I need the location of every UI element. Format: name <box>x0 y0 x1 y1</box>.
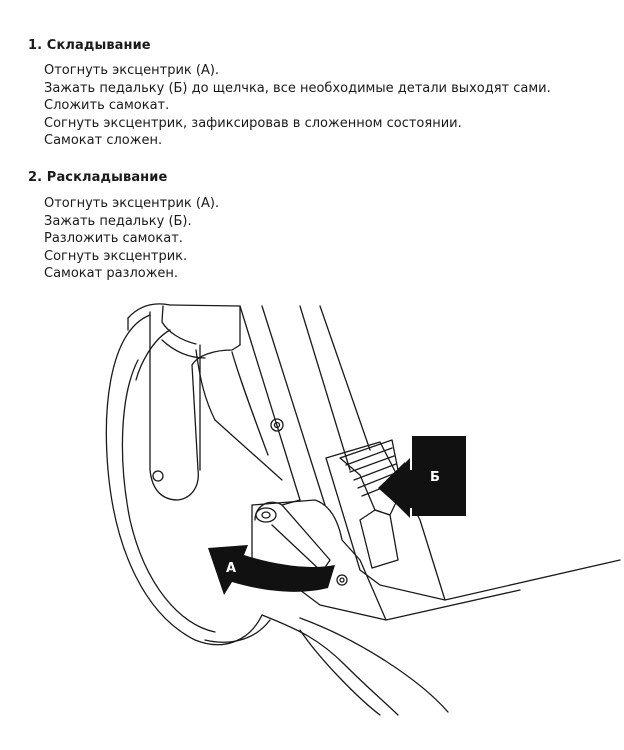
steering-stem <box>196 306 370 505</box>
step-item: Сложить самокат. <box>44 98 170 114</box>
step-item: Отогнуть эксцентрик (А). <box>44 196 220 211</box>
section-heading: 2. Раскладывание <box>28 170 168 185</box>
front-wheel <box>106 315 270 645</box>
step-item: Согнуть эксцентрик, зафиксировав в сложенном состоянии. <box>44 115 462 131</box>
arrow-b-label: Б <box>430 470 440 485</box>
fork <box>128 304 240 500</box>
arrow-a <box>208 545 335 595</box>
step-item: Зажать педальку (Б). <box>44 213 192 229</box>
step-item: Самокат разложен. <box>44 266 179 282</box>
step-item: Согнуть эксцентрик. <box>44 248 188 264</box>
section-heading: 1. Складывание <box>28 38 151 53</box>
folding-plate <box>252 500 386 620</box>
step-item: Разложить самокат. <box>44 231 183 247</box>
arrow-a-label: А <box>226 561 237 576</box>
step-item: Самокат сложен. <box>44 133 163 149</box>
step-item: Зажать педальку (Б) до щелчка, все необходимые детали выходят сами. <box>44 80 551 96</box>
step-item: Отогнуть эксцентрик (А). <box>44 63 220 78</box>
